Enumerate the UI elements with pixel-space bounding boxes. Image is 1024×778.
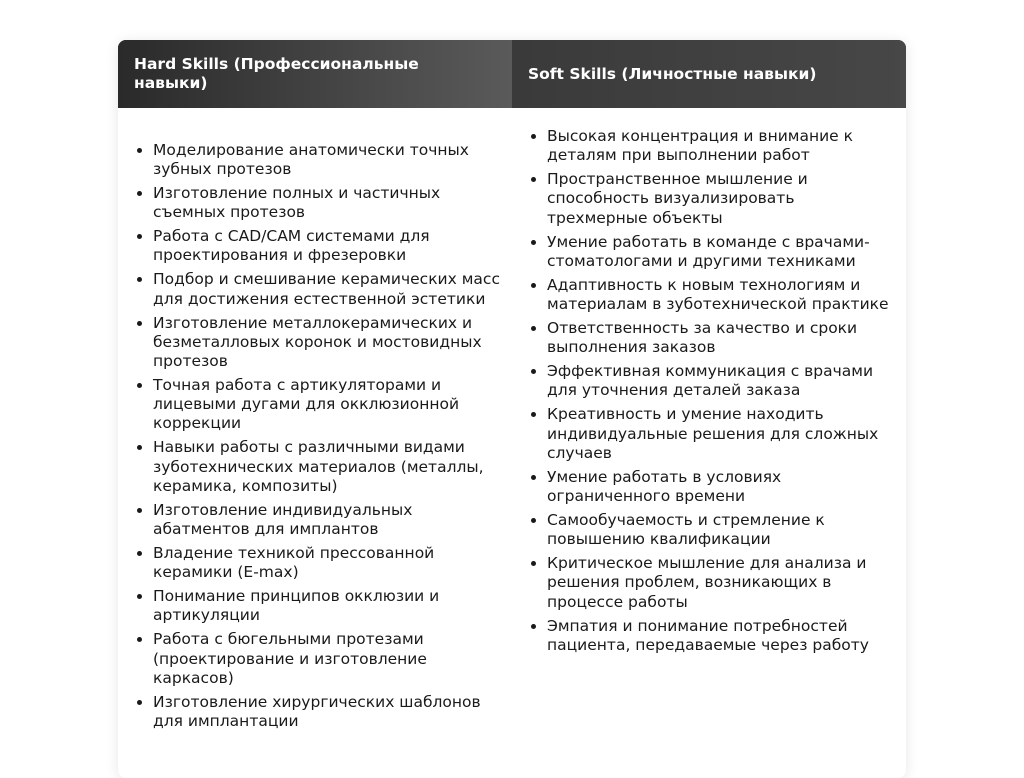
hard-skills-cell [118, 141, 512, 731]
list-item: • Изготовление хирургических шаблонов для имплантации [153, 693, 502, 731]
list-item: • Работа с бюгельными протезами (проектирование и изготовление каркасов) [153, 630, 502, 688]
list-item: • Моделирование анатомически точных зубных протезов [153, 141, 502, 179]
list-item: • Понимание принципов окклюзии и артикуляции [153, 587, 502, 625]
list-item: • Изготовление полных и частичных съемных протезов [153, 184, 502, 222]
list-item: • Работа с CAD/CAM системами для проектирования и фрезеровки [153, 227, 502, 265]
list-item: • Умение работать в условиях ограниченного времени [547, 468, 892, 506]
list-item: • Эмпатия и понимание потребностей пациента, передаваемые через работу [547, 617, 892, 655]
soft-skills-list [528, 127, 892, 655]
list-item: • Критическое мышление для анализа и решения проблем, возникающих в процессе работы [547, 554, 892, 612]
list-item: • Креативность и умение находить индивидуальные решения для сложных случаев [547, 405, 892, 463]
hard-skills-list [134, 141, 502, 731]
list-item: • Самообучаемость и стремление к повышению квалификации [547, 511, 892, 549]
table-body [118, 108, 906, 778]
list-item: • Умение работать в команде с врачами-стоматологами и другими техниками [547, 233, 892, 271]
list-item: • Ответственность за качество и сроки выполнения заказов [547, 319, 892, 357]
list-item: • Эффективная коммуникация с врачами для уточнения деталей заказа [547, 362, 892, 400]
soft-skills-cell [512, 127, 906, 655]
list-item: • Подбор и смешивание керамических масс для достижения естественной эстетики [153, 270, 502, 308]
soft-skills-header: Soft Skills (Личностные навыки) [512, 40, 906, 108]
list-item: • Изготовление металлокерамических и безметалловых коронок и мостовидных протезов [153, 314, 502, 372]
list-item: • Пространственное мышление и способность визуализировать трехмерные объекты [547, 170, 892, 228]
list-item: • Владение техникой прессованной керамики (E-max) [153, 544, 502, 582]
list-item: • Точная работа с артикуляторами и лицевыми дугами для окклюзионной коррекции [153, 376, 502, 434]
list-item: • Высокая концентрация и внимание к деталям при выполнении работ [547, 127, 892, 165]
list-item: • Адаптивность к новым технологиям и материалам в зуботехнической практике [547, 276, 892, 314]
table-header [118, 40, 906, 108]
skills-table [118, 40, 906, 778]
hard-skills-header: Hard Skills (Профессиональные навыки) [118, 40, 512, 108]
list-item: • Изготовление индивидуальных абатментов для имплантов [153, 501, 502, 539]
list-item: • Навыки работы с различными видами зуботехнических материалов (металлы, керамика, композиты) [153, 438, 502, 496]
